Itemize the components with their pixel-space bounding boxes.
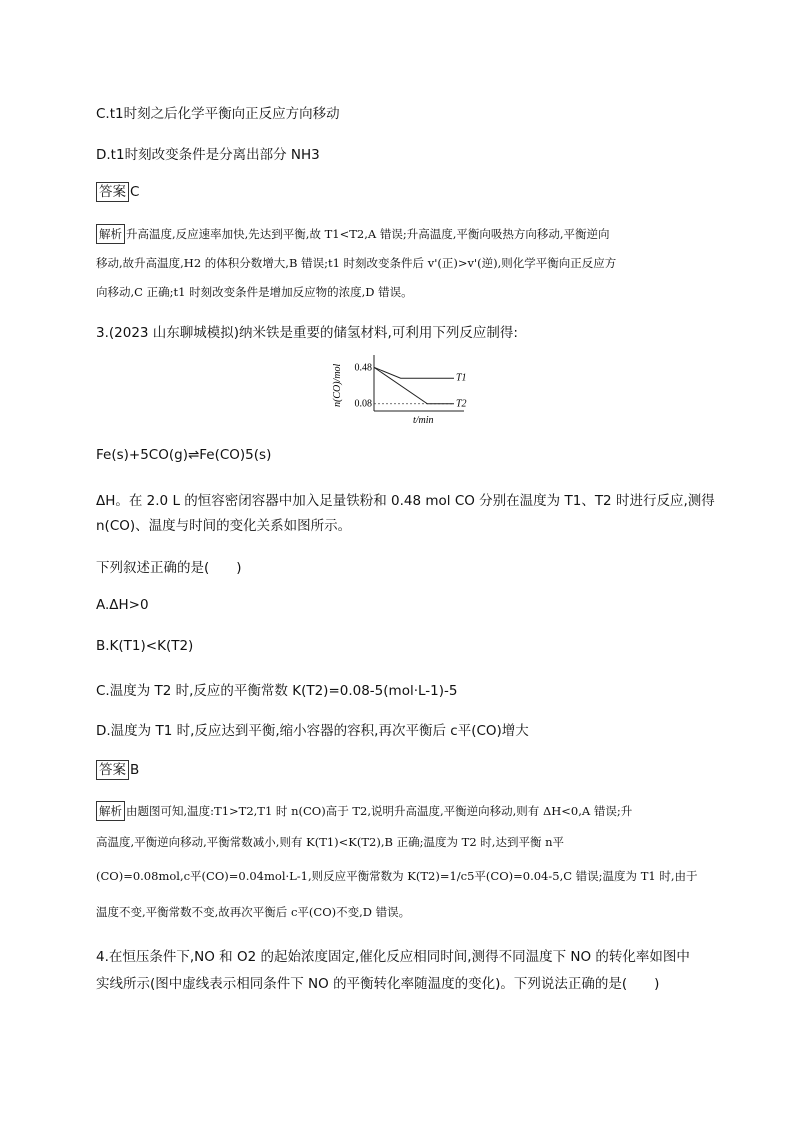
series-line-t2 [374,367,454,403]
q3-analysis-line-3: (CO)=0.08mol,c平(CO)=0.04mol·L-1,则反应平衡常数为 K(T2)=1/c5平(CO)=0.04-5,C 错误;温度为 T1 时,由于 [96,869,698,883]
q3-prompt: 下列叙述正确的是( ) [96,560,242,576]
answer-value: C [130,184,140,200]
q4-line1: 4.在恒压条件下,NO 和 O2 的起始浓度固定,催化反应相同时间,测得不同温度下 NO 的转化率如图中 [96,949,690,965]
q3-analysis-line-4: 温度不变,平衡常数不变,故再次平衡后 c平(CO)不变,D 错误。 [96,905,411,919]
analysis-label: 解析 [96,801,125,821]
q3-stem2-line2: n(CO)、温度与时间的变化关系如图所示。 [96,518,352,534]
answer-value: B [130,762,140,778]
q3-analysis-line-1: 解析 由题图可知,温度:T1>T2,T1 时 n(CO)高于 T2,说明升高温度,平衡逆向移动,则有 ΔH<0,A 错误;升 [96,801,632,821]
x-axis-label: t/min [413,415,434,425]
y-tick-label: 0.08 [354,398,372,410]
q3-answer [96,760,139,780]
q3-equation: Fe(s)+5CO(g)⇌Fe(CO)5(s) [96,447,272,463]
q3-option-d: D.温度为 T1 时,反应达到平衡,缩小容器的容积,再次平衡后 c平(CO)增大 [96,723,529,739]
q3-analysis-line-2: 高温度,平衡逆向移动,平衡常数减小,则有 K(T1)<K(T2),B 正确;温度为 T2 时,达到平衡 n平 [96,835,565,849]
q3-stem2-line1: ΔH。在 2.0 L 的恒容密闭容器中加入足量铁粉和 0.48 mol CO 分别在温度为 T1、T2 时进行反应,测得 [96,493,715,509]
y-tick-label: 0.48 [354,362,372,374]
q2-analysis-line-3: 向移动,C 正确;t1 时刻改变条件是增加反应物的浓度,D 错误。 [96,285,413,299]
q2-option-c: C.t1时刻之后化学平衡向正反应方向移动 [96,106,340,122]
q2-analysis-line-2: 移动,故升高温度,H2 的体积分数增大,B 错误;t1 时刻改变条件后 v'(正)>v'(逆),则化学平衡向正反应方 [96,256,617,270]
answer-label: 答案 [96,182,129,202]
q4-line2: 实线所示(图中虚线表示相同条件下 NO 的平衡转化率随温度的变化)。下列说法正确的是( ) [96,976,660,992]
answer-label: 答案 [96,760,129,780]
q3-option-c: C.温度为 T2 时,反应的平衡常数 K(T2)=0.08-5(mol·L-1)-5 [96,683,458,699]
series-label-t2: T2 [456,398,467,410]
n-co-vs-time-chart [330,353,470,425]
q3-option-b: B.K(T1)<K(T2) [96,638,194,654]
q2-analysis-line-1: 解析 升高温度,反应速率加快,先达到平衡,故 T1<T2,A 错误;升高温度,平衡向吸热方向移动,平衡逆向 [96,224,610,244]
q2-option-d: D.t1时刻改变条件是分离出部分 NH3 [96,147,320,163]
y-axis-label: n(CO)/mol [332,363,343,407]
series-label-t1: T1 [456,372,467,384]
q2-answer [96,182,139,202]
series-line-t1 [374,367,454,378]
analysis-label: 解析 [96,224,125,244]
q3-option-a: A.ΔH>0 [96,597,149,613]
q3-stem: 3.(2023 山东聊城模拟)纳米铁是重要的储氢材料,可利用下列反应制得: [96,325,518,341]
